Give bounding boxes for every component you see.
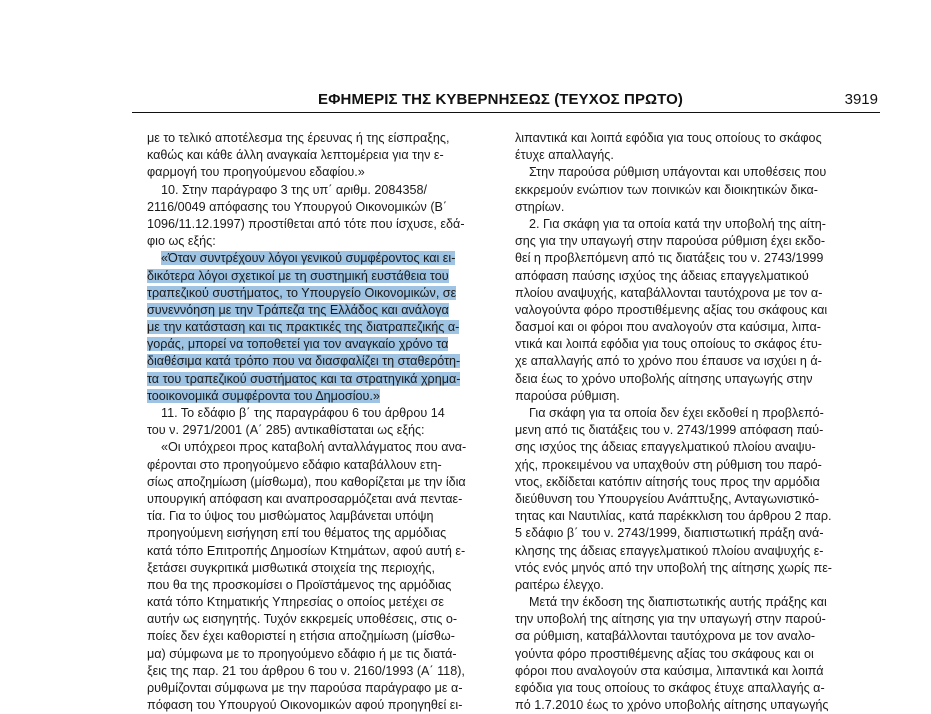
right-column-line bbox=[515, 233, 877, 250]
right-column-line bbox=[515, 353, 877, 370]
highlighted-text: διαθέσιμα κατά τρόπο που να διασφαλίζει τη σταθερότη- bbox=[147, 354, 461, 369]
left-column-line bbox=[147, 147, 509, 164]
body-text: σης ισχύος της άδειας επαγγελματικού πλοίου αναψυ- bbox=[515, 440, 816, 455]
right-column-line bbox=[515, 285, 877, 302]
right-column-line bbox=[515, 336, 877, 353]
body-text: δασμοί και οι φόροι που αναλογούν στα καύσιμα, λιπα- bbox=[515, 320, 821, 335]
body-text: φιο ως εξής: bbox=[147, 234, 216, 249]
left-column-line bbox=[147, 697, 509, 714]
highlighted-text: «Όταν συντρέχουν λόγοι γενικού συμφέροντος και ει- bbox=[161, 251, 456, 266]
right-column-line bbox=[515, 611, 877, 628]
right-column-line bbox=[515, 147, 877, 164]
body-text: κλησης της άδειας επαγγελματικού πλοίου αναψυχής ε- bbox=[515, 543, 824, 558]
body-text: καθώς και κάθε άλλη αναγκαία λεπτομέρεια για την ε- bbox=[147, 148, 444, 163]
right-column-line bbox=[515, 457, 877, 474]
left-column-line bbox=[147, 336, 509, 353]
right-column-line bbox=[515, 680, 877, 697]
right-column-line bbox=[515, 199, 877, 216]
left-column-line bbox=[147, 594, 509, 611]
body-text: σίως αποζημίωση (μίσθωμα), που καθορίζεται με την ίδια bbox=[147, 474, 466, 489]
body-text: φόροι που αναλογούν στα καύσιμα, λιπαντικά και λοιπά bbox=[515, 663, 824, 678]
body-text: φέρονται στο προηγούμενο εδάφιο καταβάλλουν ετη- bbox=[147, 457, 442, 472]
body-text: λιπαντικά και λοιπά εφόδια για τους οποίους το σκάφος bbox=[515, 131, 822, 145]
left-column-line bbox=[147, 525, 509, 542]
body-text: ξετάσει συγκριτικά μισθωτικά στοιχεία της περιοχής, bbox=[147, 560, 435, 575]
right-column-line bbox=[515, 130, 877, 147]
left-column-line bbox=[147, 457, 509, 474]
body-text: διεύθυνση του Υπουργείου Ανάπτυξης, Ανταγωνιστικό- bbox=[515, 491, 820, 506]
page-number: 3919 bbox=[844, 91, 878, 108]
highlighted-text: τραπεζικού συστήματος, το Υπουργείο Οικονομικών, σε bbox=[147, 285, 457, 300]
right-column-line bbox=[515, 250, 877, 267]
right-column-line bbox=[515, 508, 877, 525]
right-column-line bbox=[515, 422, 877, 439]
body-text: 1096/11.12.1997) προστίθεται από τότε που ίσχυσε, εδά- bbox=[147, 216, 465, 231]
left-column-line bbox=[147, 164, 509, 181]
body-text: μενη από τις διατάξεις του ν. 2743/1999 απόφαση παύ- bbox=[515, 423, 824, 438]
left-column-line bbox=[147, 371, 509, 388]
body-text: πλοίου αναψυχής, καταβάλλονται ταυτόχρονα με τον α- bbox=[515, 285, 823, 300]
body-text: «Οι υπόχρεοι προς καταβολή ανταλλάγματος που ανα- bbox=[161, 440, 467, 455]
left-column-line bbox=[147, 388, 509, 405]
right-column-line bbox=[515, 164, 877, 181]
left-column-line bbox=[147, 646, 509, 663]
body-text: υπουργική απόφαση και αναπροσαρμόζεται ανά πενταε- bbox=[147, 491, 463, 506]
body-text: 2. Για σκάφη για τα οποία κατά την υποβολή της αίτη- bbox=[529, 216, 826, 231]
body-text: ναλογούντα φόρο προστιθέμενης αξίας του σκάφους και bbox=[515, 302, 828, 317]
body-text: 2116/0049 απόφασης του Υπουργού Οικονομικών (Β΄ bbox=[147, 199, 448, 214]
highlighted-text: τα του τραπεζικού συστήματος και τα στρατηγικά χρημα- bbox=[147, 371, 461, 386]
body-text: ποίες δεν έχει καθοριστεί η ετήσια αποζημίωση (μίσθω- bbox=[147, 629, 455, 644]
left-column-line bbox=[147, 182, 509, 199]
body-text: έτυχε απαλλαγής. bbox=[515, 148, 614, 163]
body-text: θεί η προβλεπόμενη από τις διατάξεις του ν. 2743/1999 bbox=[515, 251, 824, 266]
body-text: προηγούμενη εισήγηση επί του θέματος της αρμόδιας bbox=[147, 526, 447, 541]
body-text: φαρμογή του προηγούμενου εδαφίου.» bbox=[147, 165, 365, 180]
body-text: δεια έως το χρόνο υποβολής αίτησης υπαγωγής στην bbox=[515, 371, 813, 386]
body-text: ντος, εκδίδεται κατόπιν αίτησής τους προς την αρμόδια bbox=[515, 474, 820, 489]
left-column-line bbox=[147, 233, 509, 250]
body-text: απόφαση παύσης ισχύος της άδειας επαγγελματικού bbox=[515, 268, 809, 283]
body-text: ντός ενός μηνός από την υποβολή της αίτησης χωρίς πε- bbox=[515, 560, 832, 575]
body-text: την υποβολή της αίτησης για την υπαγωγή στην παρού- bbox=[515, 612, 826, 627]
left-column-line bbox=[147, 319, 509, 336]
left-column-line bbox=[147, 611, 509, 628]
body-text: 5 εδάφιο β΄ του ν. 2743/1999, διαπιστωτική πράξη ανά- bbox=[515, 526, 824, 541]
body-text: πόφαση του Υπουργού Οικονομικών αφού προηγηθεί ει- bbox=[147, 698, 463, 713]
body-text: σης για την υπαγωγή στην παρούσα ρύθμιση έχει εκδο- bbox=[515, 234, 826, 249]
left-column-line bbox=[147, 268, 509, 285]
body-text: γούντα φόρο προστιθέμενης αξίας του σκάφους και οι bbox=[515, 646, 814, 661]
highlighted-text: δικότερα λόγοι σχετικοί με τη συστημική ευστάθεια του bbox=[147, 268, 449, 283]
right-column-line bbox=[515, 663, 877, 680]
body-text: τία. Για το ύψος του μισθώματος λαμβάνεται υπόψη bbox=[147, 509, 434, 524]
right-column-line bbox=[515, 577, 877, 594]
left-column-line bbox=[147, 199, 509, 216]
body-text: που θα της προσκομίσει ο Προϊστάμενος της αρμόδιας bbox=[147, 577, 452, 592]
right-column-line bbox=[515, 182, 877, 199]
left-column-line bbox=[147, 680, 509, 697]
right-column-line bbox=[515, 371, 877, 388]
left-column-line bbox=[147, 405, 509, 422]
left-column-line bbox=[147, 130, 509, 147]
body-text: πό 1.7.2010 έως το χρόνο υποβολής αίτησης υπαγωγής bbox=[515, 698, 829, 713]
left-column-line bbox=[147, 543, 509, 560]
left-column-line bbox=[147, 216, 509, 233]
body-text: χε απαλλαγής από το χρόνο που έπαυσε να ισχύει η ά- bbox=[515, 354, 822, 369]
body-text: μα) σύμφωνα με το προηγούμενο εδάφιο ή με τις διατά- bbox=[147, 646, 457, 661]
right-column-line bbox=[515, 388, 877, 405]
left-column-line bbox=[147, 353, 509, 370]
body-text: ξεις της παρ. 21 του άρθρου 6 του ν. 2160/1993 (Α΄ 118), bbox=[147, 663, 465, 678]
body-text: ραιτέρω έλεγχο. bbox=[515, 577, 604, 592]
body-text: στηρίων. bbox=[515, 199, 565, 214]
left-column-line bbox=[147, 508, 509, 525]
page-header bbox=[132, 90, 880, 113]
right-column-line bbox=[515, 525, 877, 542]
left-column-line bbox=[147, 577, 509, 594]
right-text-column bbox=[515, 130, 877, 714]
right-column-line bbox=[515, 594, 877, 611]
left-column-line bbox=[147, 439, 509, 456]
left-text-column bbox=[147, 130, 509, 714]
left-column-line bbox=[147, 422, 509, 439]
body-text: κατά τόπο Επιτροπής Δημοσίων Κτημάτων, αφού αυτή ε- bbox=[147, 543, 466, 558]
left-column-line bbox=[147, 302, 509, 319]
left-column-line bbox=[147, 491, 509, 508]
right-column-line bbox=[515, 697, 877, 714]
left-column-line bbox=[147, 663, 509, 680]
right-column-line bbox=[515, 474, 877, 491]
body-text: κατά τόπο Κτηματικής Υπηρεσίας ο οποίος μετέχει σε bbox=[147, 595, 445, 610]
body-text: τητας και Ναυτιλίας, κατά παρέκκλιση του άρθρου 2 παρ. bbox=[515, 509, 832, 524]
body-text: παρούσα ρύθμιση. bbox=[515, 388, 620, 403]
highlighted-text: με την κατάσταση και τις πρακτικές της διατραπεζικής α- bbox=[147, 320, 460, 335]
left-column-line bbox=[147, 474, 509, 491]
right-column-line bbox=[515, 491, 877, 508]
body-text: σα ρύθμιση, καταβάλλονται ταυτόχρονα με τον αναλο- bbox=[515, 629, 816, 644]
right-column-line bbox=[515, 216, 877, 233]
body-text: Μετά την έκδοση της διαπιστωτικής αυτής πράξης και bbox=[529, 595, 827, 610]
right-column-line bbox=[515, 543, 877, 560]
highlighted-text: τοοικονομικά συμφέροντα του Δημοσίου.» bbox=[147, 388, 380, 403]
body-text: 10. Στην παράγραφο 3 της υπ΄ αριθμ. 2084358/ bbox=[161, 182, 427, 197]
body-text: Για σκάφη για τα οποία δεν έχει εκδοθεί η προβλεπό- bbox=[529, 406, 824, 420]
right-column-line bbox=[515, 439, 877, 456]
left-column-line bbox=[147, 560, 509, 577]
body-text: ρυθμίζονται σύμφωνα με την παρούσα παράγραφο με α- bbox=[147, 681, 463, 695]
left-column-line bbox=[147, 250, 509, 267]
left-column-line bbox=[147, 628, 509, 645]
body-text: του ν. 2971/2001 (Α΄ 285) αντικαθίσταται ως εξής: bbox=[147, 423, 425, 438]
body-text: αυτήν ως εισηγητής. Τυχόν εκκρεμείς υποθέσεις, στις ο- bbox=[147, 612, 458, 627]
gazette-title: ΕΦΗΜΕΡΙΣ ΤΗΣ ΚΥΒΕΡΝΗΣΕΩΣ (ΤΕΥΧΟΣ ΠΡΩΤΟ) bbox=[318, 91, 684, 108]
body-text: Στην παρούσα ρύθμιση υπάγονται και υποθέσεις που bbox=[529, 165, 827, 180]
right-column-line bbox=[515, 646, 877, 663]
right-column-line bbox=[515, 319, 877, 336]
right-column-line bbox=[515, 302, 877, 319]
right-column-line bbox=[515, 628, 877, 645]
body-text: 11. Το εδάφιο β΄ της παραγράφου 6 του άρθρου 14 bbox=[161, 406, 445, 420]
body-text: με το τελικό αποτέλεσμα της έρευνας ή της είσπραξης, bbox=[147, 131, 450, 145]
highlighted-text: γοράς, μπορεί να τοποθετεί για τον αναγκαίο χρόνο τα bbox=[147, 337, 449, 352]
right-column-line bbox=[515, 560, 877, 577]
highlighted-text: συνεννόηση με την Τράπεζα της Ελλάδος και ανάλογα bbox=[147, 302, 449, 317]
body-text: εφόδια για τους οποίους το σκάφος έτυχε απαλλαγής α- bbox=[515, 681, 825, 695]
left-column-line bbox=[147, 285, 509, 302]
right-column-line bbox=[515, 268, 877, 285]
body-text: ντικά και λοιπά εφόδια για τους οποίους το σκάφος έτυ- bbox=[515, 337, 822, 352]
right-column-line bbox=[515, 405, 877, 422]
body-text: εκκρεμούν ενώπιον των ποινικών και διοικητικών δικα- bbox=[515, 182, 818, 197]
body-text: χής, προκειμένου να υπαχθούν στη ρύθμιση του παρό- bbox=[515, 457, 822, 472]
